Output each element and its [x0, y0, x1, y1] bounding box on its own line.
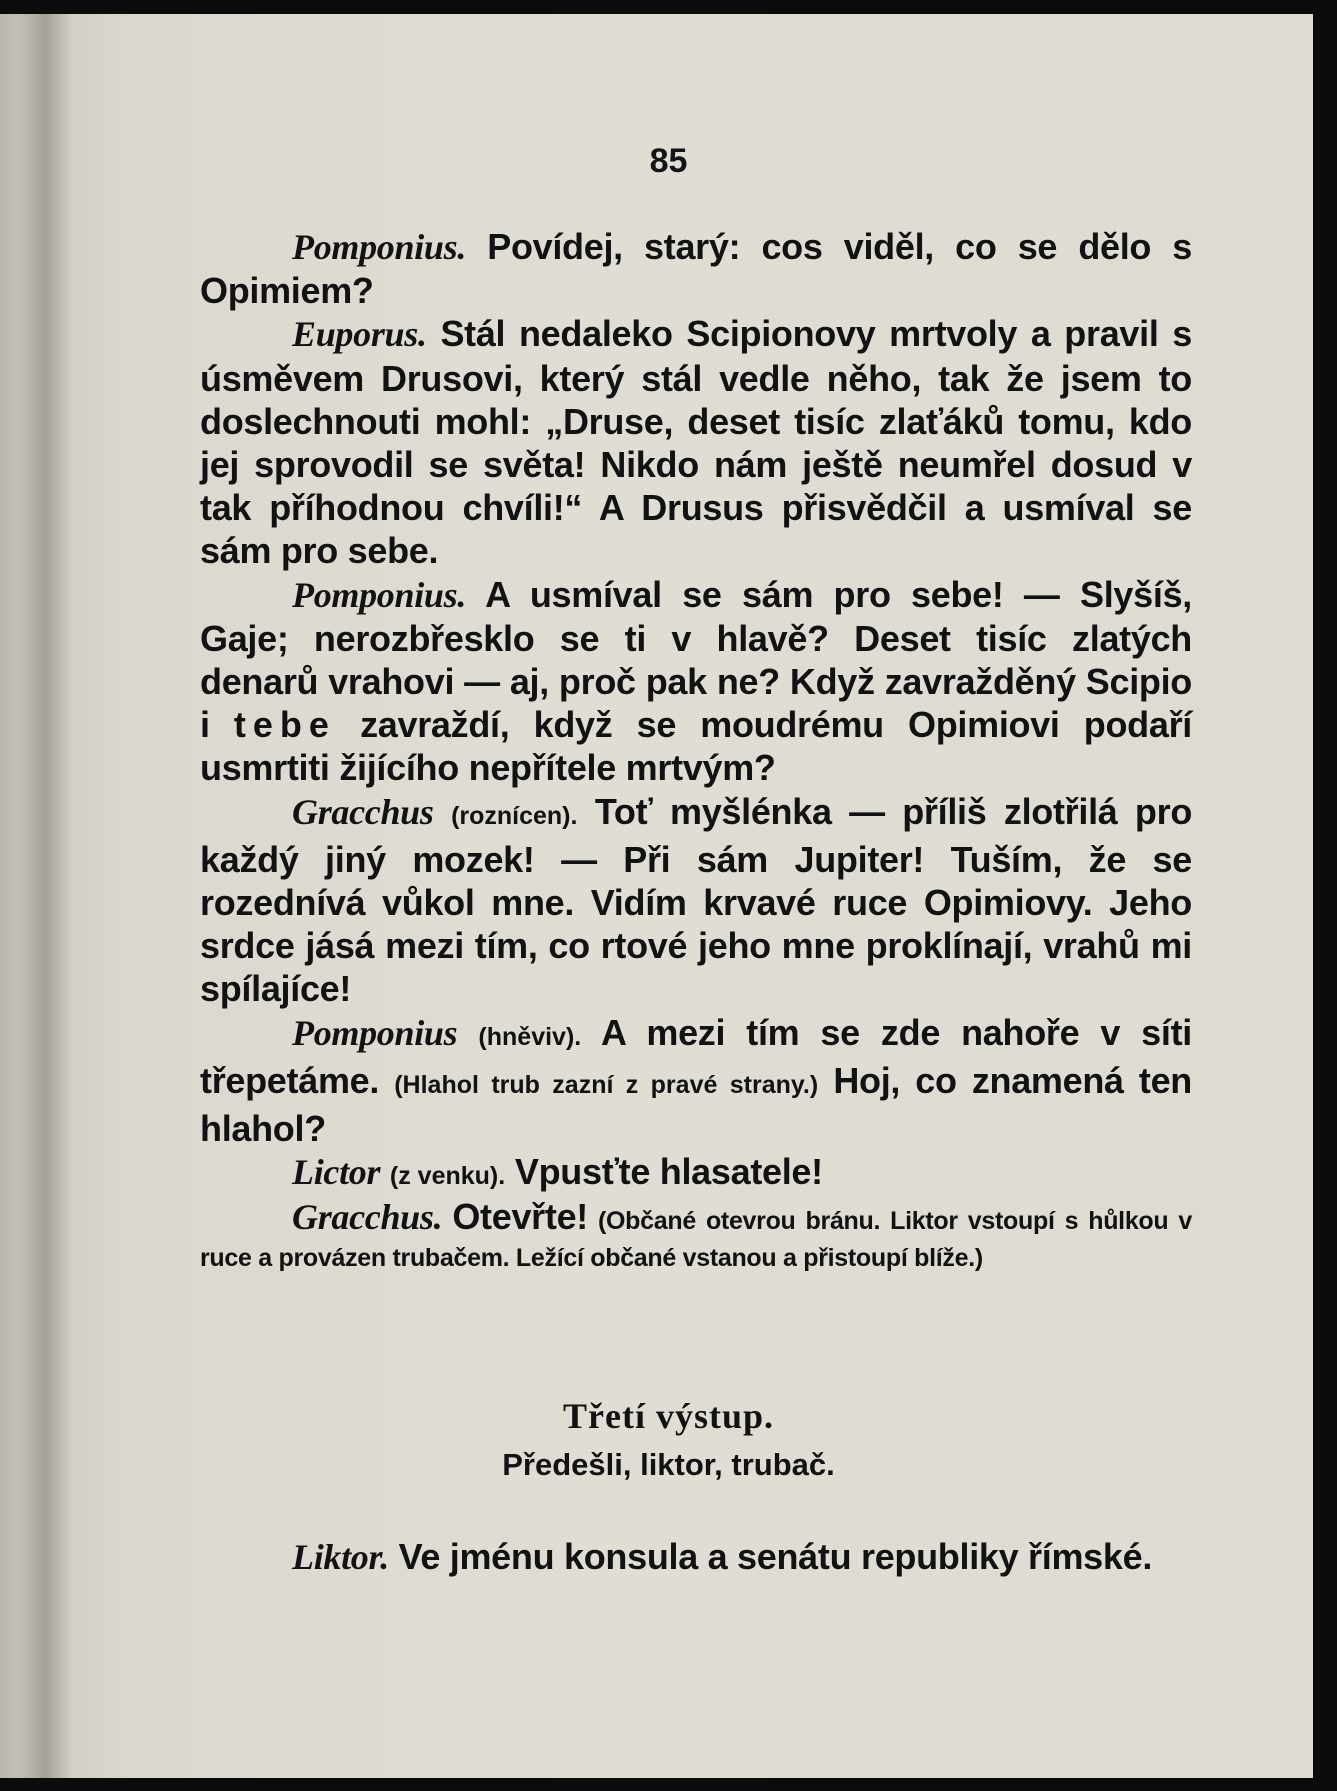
speaker-name: Pomponius — [292, 1012, 458, 1053]
emphasized-word: tebe — [233, 704, 336, 746]
stage-direction: (z venku). — [389, 1162, 506, 1191]
page-number: 85 — [649, 142, 688, 180]
line-text: Vpusťte hlasatele! — [514, 1151, 823, 1193]
dialogue-line — [200, 790, 1192, 1011]
line-text: Povídej, starý: cos viděl, co se dělo s Opimiem? — [200, 226, 1193, 312]
line-text: Stál nedaleko Scipionovy mrtvoly a pravil s úsměvem Drusovi, který stál vedle něho, tak že jsem to doslechnouti mohl: „Druse, deset tisíc zlaťáků tomu, kdo jej sprovodil se světa! Nikdo nám ještě neumřel dosud v tak příhodnou chvíli!“ A Drusus přisvědčil a usmíval se sám pro sebe. — [200, 313, 1193, 572]
line-text: Toť myšlénka — příliš zlotřilá pro každý jiný mozek! — Při sám Jupiter! Tuším, že se rozednívá vůkol mne. Vidím krvavé ruce Opimiovy. Jeho srdce jásá mezi tím, co rtové jeho mne proklínají, vrahů mi spílajíce! — [200, 790, 1193, 1010]
stage-direction: (Hlahol trub zazní z pravé strany.) — [394, 1070, 819, 1099]
line-text: A mezi tím se zde nahoře v síti třepetáme. — [200, 1011, 1192, 1101]
dialogue-line — [200, 573, 1192, 790]
dialogue-line — [200, 1535, 1192, 1579]
dialogue-line — [200, 1198, 1192, 1277]
dialogue-text — [200, 225, 1192, 1277]
stage-direction: (hněviv). — [478, 1022, 582, 1051]
speaker-name: Liktor. — [292, 1537, 389, 1577]
line-text: A usmíval se sám pro sebe! — Slyšíš, Gaje; nerozbřesklo se ti v hlavě? Deset tisíc zlatých denarů vrahovi — aj, proč pak ne? Když zavražděný Scipio i — [200, 573, 1192, 746]
page-gutter-shadow — [18, 14, 72, 1778]
closing-text — [200, 1535, 1192, 1579]
scene-persons: Předešli, liktor, trubač. — [502, 1447, 835, 1482]
stage-direction: (Občané otevrou bránu. Liktor vstoupí s hůlkou v ruce a provázen trubačem. Ležící občané vstanou a přistoupí blíže.) — [200, 1207, 1192, 1273]
line-text: zavraždí, když se moudrému Opimiovi podaří usmrtiti žijícího nepřítele mrtvým? — [200, 704, 1193, 789]
dialogue-line — [200, 1150, 1192, 1198]
dialogue-line — [200, 312, 1192, 572]
speaker-name: Pomponius. — [292, 574, 467, 615]
speaker-name: Gracchus. — [292, 1197, 443, 1238]
line-text: Hoj, co znamená ten hlahol? — [200, 1059, 1193, 1150]
line-text: Ve jménu konsula a senátu republiky římské. — [398, 1536, 1153, 1577]
dialogue-line — [200, 1011, 1192, 1151]
scene-title: Třetí výstup. — [563, 1396, 774, 1436]
speaker-name: Lictor — [292, 1152, 381, 1193]
speaker-name: Euporus. — [292, 314, 427, 355]
speaker-name: Gracchus — [292, 791, 434, 832]
stage-direction: (roznícen). — [451, 801, 578, 830]
dialogue-line — [200, 225, 1192, 312]
speaker-name: Pomponius. — [292, 227, 467, 267]
line-text: Otevřte! — [452, 1196, 588, 1238]
